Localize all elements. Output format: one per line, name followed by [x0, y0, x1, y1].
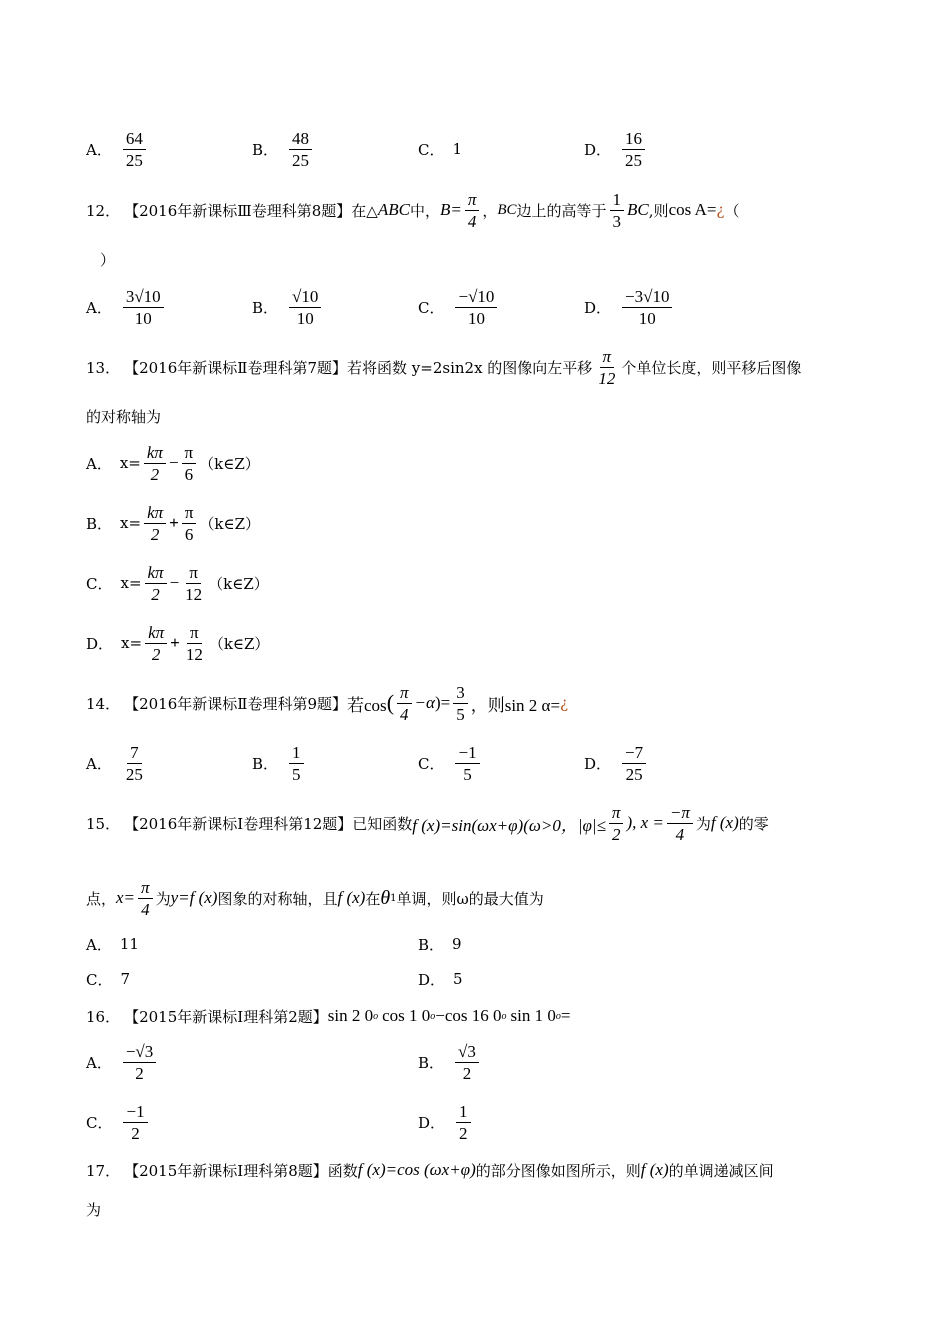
fraction: $\frac{\pi}{6}$ — [182, 442, 197, 485]
q13-stem-cont: 的对称轴为 — [86, 408, 162, 426]
q16-option-b: B． $\frac{√3}{2}$ — [418, 1034, 482, 1090]
q16-option-a: A． $\frac{-√3}{2}$ — [86, 1034, 159, 1090]
q11-option-b: B． $\frac{48}{25}$ — [252, 121, 315, 177]
fraction: $\frac{\pi}{4}$ — [397, 682, 412, 725]
q15-option-a: A． 11 — [86, 935, 139, 954]
q14-option-b: B． $\frac{1}{5}$ — [252, 735, 307, 791]
fraction: $\frac{-√10}{10}$ — [455, 286, 497, 329]
q15-stem-cont: 点， x= $\frac{\pi}{4}$ 为 y=f (x) 图象的对称轴，且 f (x) 在 θ 1 单调，则ω的最大值为 — [86, 877, 544, 919]
fraction: $\frac{1}{2}$ — [456, 1101, 471, 1144]
q11-option-a: A． $\frac{64}{25}$ — [86, 121, 149, 177]
fraction: $\frac{48}{25}$ — [289, 128, 312, 171]
fraction: $\frac{-1}{5}$ — [455, 742, 479, 785]
q15-option-b: B． 9 — [418, 935, 462, 954]
fraction: $\frac{k\pi}{2}$ — [144, 502, 166, 545]
q13-option-d: D． x= $\frac{k\pi}{2}$ + $\frac{\pi}{12}$ （k∈Z） — [86, 622, 270, 664]
fraction: $\frac{64}{25}$ — [123, 128, 146, 171]
fraction: $\frac{\pi}{6}$ — [182, 502, 197, 545]
fraction: $\frac{√3}{2}$ — [455, 1041, 479, 1084]
fraction: $\frac{k\pi}{2}$ — [145, 622, 167, 665]
q13-option-c: C． x= $\frac{k\pi}{2}$ − $\frac{\pi}{12}$ （k∈Z） — [86, 562, 269, 604]
q17-stem-cont: 为 — [86, 1201, 102, 1219]
q13-option-b: B． x= $\frac{k\pi}{2}$ + $\frac{\pi}{6}$ （k∈Z） — [86, 502, 261, 544]
q15-option-c: C． 7 — [86, 970, 131, 989]
q13-stem: 13． 【2016年新课标Ⅱ卷理科第7题】 若将函数 y=2sin2x 的图像向左平移 $\frac{\pi}{12}$ 个单位长度，则平移后图像 — [86, 346, 802, 388]
fraction: $\frac{k\pi}{2}$ — [144, 442, 166, 485]
fraction: $\frac{-3√10}{10}$ — [622, 286, 672, 329]
q12-close-paren: ） — [100, 251, 116, 269]
q11-option-d: D． $\frac{16}{25}$ — [584, 121, 648, 177]
fraction: $\frac{\pi}{12}$ — [598, 346, 616, 388]
fraction: $\frac{-√3}{2}$ — [123, 1041, 156, 1084]
q14-option-d: D． $\frac{-7}{25}$ — [584, 735, 649, 791]
fraction: $\frac{\pi}{4}$ — [138, 877, 153, 920]
q16-option-c: C． $\frac{-1}{2}$ — [86, 1094, 151, 1150]
fraction: $\frac{\pi}{2}$ — [609, 802, 624, 845]
fraction: $\frac{7}{25}$ — [125, 742, 143, 784]
fraction: $\frac{-1}{2}$ — [123, 1101, 147, 1144]
fraction: $\frac{k\pi}{2}$ — [145, 562, 167, 605]
fraction: $\frac{3√10}{10}$ — [123, 286, 164, 329]
fraction: $\frac{√10}{10}$ — [289, 286, 321, 329]
q15-stem: 15． 【2016年新课标Ⅰ卷理科第12题】 已知函数 f (x)=sin(ωx+φ)(ω>0，|φ|≤ $\frac{\pi}{2}$ ), x = $\frac{-\pi}{4}$ 为 f (x) 的零 — [86, 802, 769, 844]
q12-option-b: B． $\frac{√10}{10}$ — [252, 279, 324, 335]
q12-stem: 12． 【2016年新课标Ⅲ卷理科第8题】 在△ ABC 中， B= $\frac{\pi}{4}$ ， BC 边上的高等于 $\frac{1}{3}$ BC ,则 cos A= ¿ （ — [86, 189, 740, 231]
q12-option-c: C． $\frac{-√10}{10}$ — [418, 279, 500, 335]
fraction: $\frac{3}{5}$ — [453, 682, 468, 725]
q17-stem: 17． 【2015年新课标Ⅰ理科第8题】 函数 f (x)=cos (ωx+φ) 的部分图像如图所示，则 f (x) 的单调递减区间 — [86, 1160, 774, 1180]
q11-option-c: C． 1 — [418, 140, 463, 159]
q16-option-d: D． $\frac{1}{2}$ — [418, 1094, 474, 1150]
fraction: $\frac{\pi}{12}$ — [185, 562, 203, 604]
q16-stem: 16． 【2015年新课标Ⅰ理科第2题】 sin 2 0 o cos 1 0 o −cos 16 0 o sin 1 0 o = — [86, 1006, 571, 1026]
fraction: $\frac{1}{3}$ — [610, 189, 625, 232]
fraction: $\frac{16}{25}$ — [622, 128, 645, 171]
q14-option-c: C． $\frac{-1}{5}$ — [418, 735, 483, 791]
fraction: $\frac{\pi}{4}$ — [465, 189, 480, 232]
q15-option-d: D． 5 — [418, 970, 463, 989]
q13-option-a: A． x= $\frac{k\pi}{2}$ − $\frac{\pi}{6}$ （k∈Z） — [86, 442, 260, 484]
q12-option-d: D． $\frac{-3√10}{10}$ — [584, 279, 675, 335]
fraction: $\frac{-\pi}{4}$ — [667, 802, 693, 845]
q14-stem: 14． 【2016年新课标Ⅱ卷理科第9题】 若cos ( $\frac{\pi}{4}$ −α )= $\frac{3}{5}$ ，则sin 2 α= ¿ — [86, 682, 569, 724]
q14-option-a: A． $\frac{7}{25}$ — [86, 735, 149, 791]
fraction: $\frac{-7}{25}$ — [622, 742, 646, 785]
q12-option-a: A． $\frac{3√10}{10}$ — [86, 279, 167, 335]
fraction: $\frac{\pi}{12}$ — [185, 622, 203, 664]
fraction: $\frac{1}{5}$ — [289, 742, 304, 785]
